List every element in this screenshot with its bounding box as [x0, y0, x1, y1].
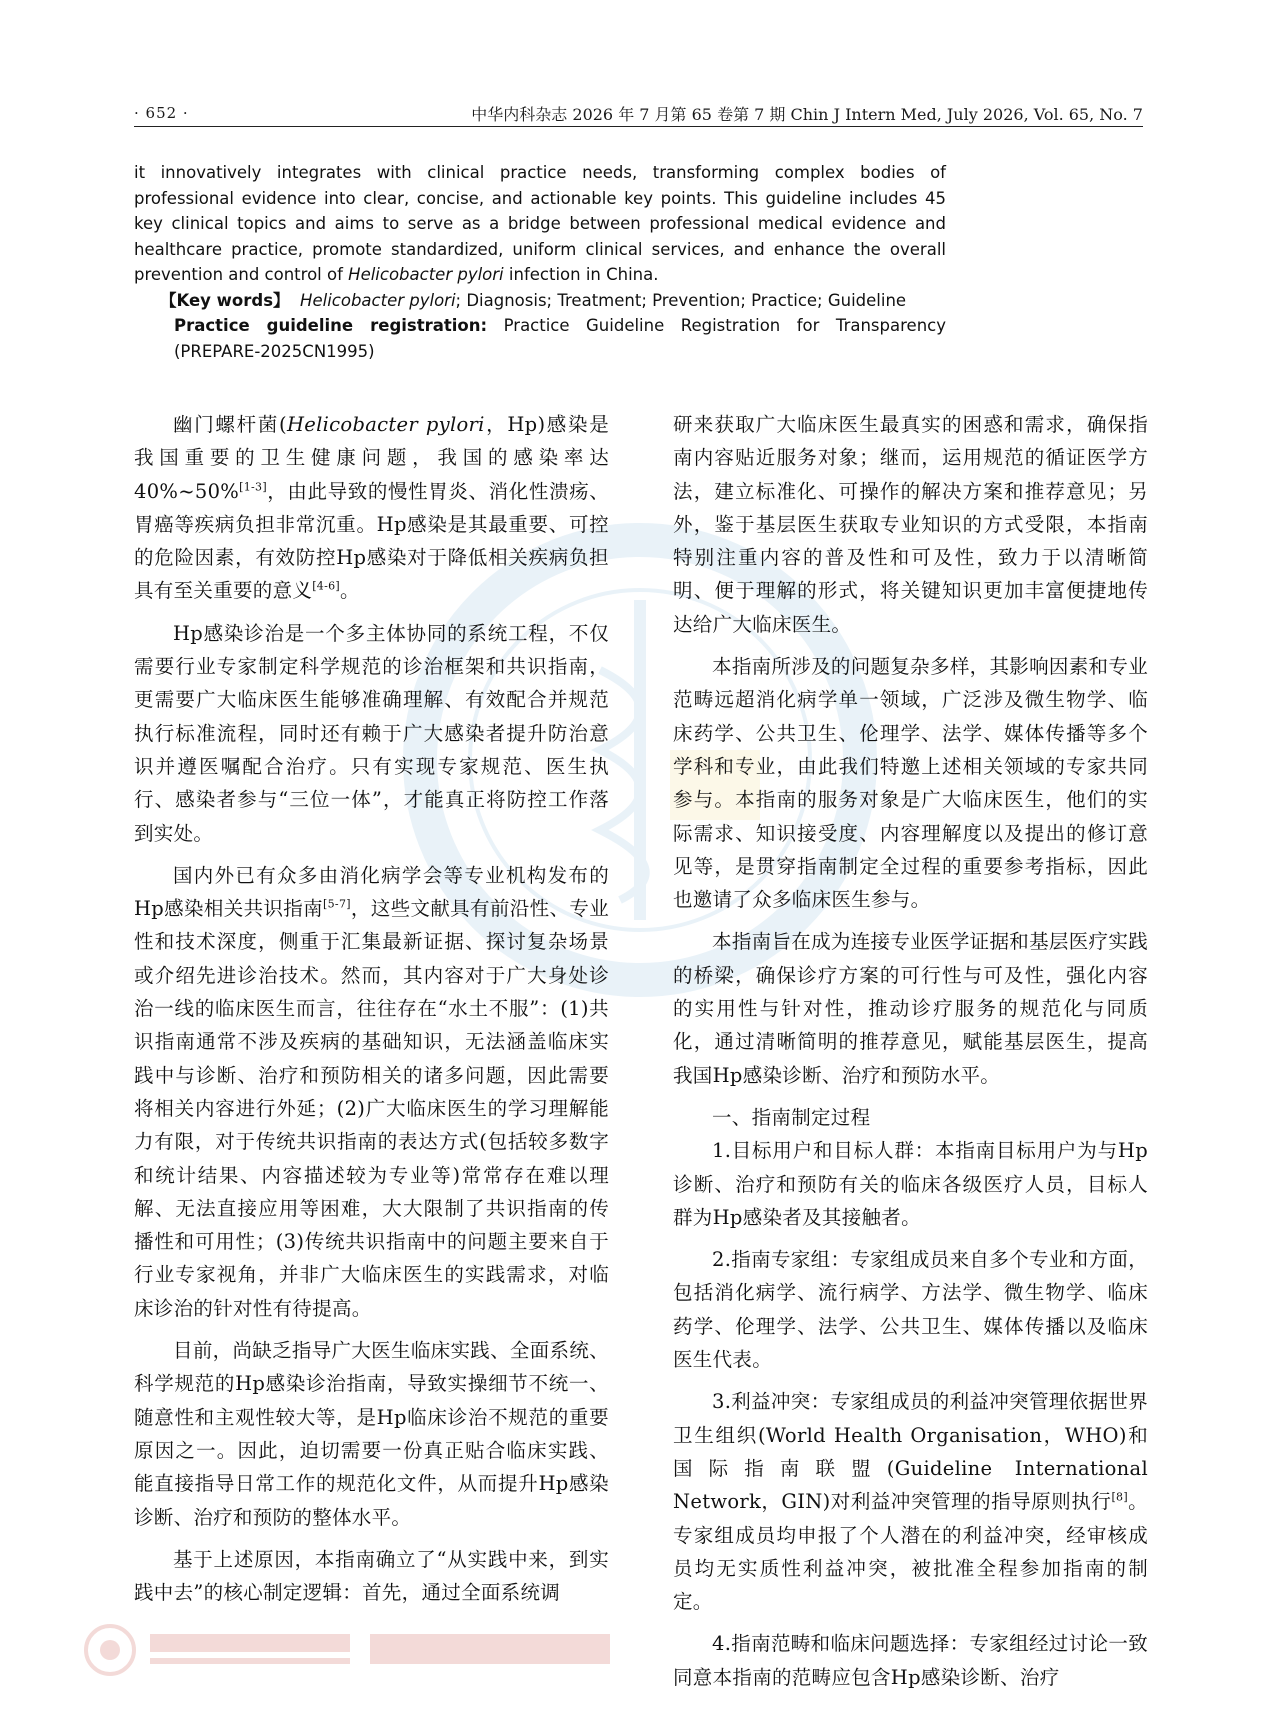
english-abstract	[134, 160, 946, 364]
running-header	[134, 98, 1143, 127]
paragraph: 目前，尚缺乏指导广大医生临床实践、全面系统、科学规范的Hp感染诊治指南，导致实操细节不统一、随意性和主观性较大等，是Hp临床诊治不规范的重要原因之一。因此，迫切需要一份真正贴合临床实践、能直接指导日常工作的规范化文件，从而提升Hp感染诊断、治疗和预防的整体水平。	[134, 1339, 609, 1529]
citation[interactable]: [1-3]	[239, 480, 267, 494]
keywords-label: 【Key words】	[160, 290, 290, 310]
body-column-right	[673, 408, 1148, 1703]
paragraph: 国内外已有众多由消化病学会等专业机构发布的Hp感染相关共识指南[5-7]，这些文献具有前沿性、专业性和技术深度，侧重于汇集最新证据、探讨复杂场景或介绍先进诊治技术。然而，其内容对于广大身处诊治一线的临床医生而言，往往存在“水土不服”：(1)共识指南通常不涉及疾病的基础知识，无法涵盖临床实践中与诊断、治疗和预防相关的诸多问题，因此需要将相关内容进行外延；(2)广大临床医生的学习理解能力有限，对于传统共识指南的表达方式(包括较多数字和统计结果、内容描述较为专业等)常常存在难以理解、无法直接应用等困难，大大限制了共识指南的传播性和可用性；(3)传统共识指南中的问题主要来自于行业专家视角，并非广大临床医生的实践需求，对临床诊治的针对性有待提高。	[134, 863, 609, 1320]
list-item: 2.指南专家组：专家组成员来自多个专业和方面，包括消化病学、流行病学、方法学、微生物学、临床药学、伦理学、法学、公共卫生、媒体传播以及临床医生代表。	[673, 1248, 1148, 1372]
paragraph: 本指南所涉及的问题复杂多样，其影响因素和专业范畴远超消化病学单一领域，广泛涉及微生物学、临床药学、公共卫生、伦理学、法学、媒体传播等多个学科和专业，由此我们特邀上述相关领域的专家共同参与。本指南的服务对象是广大临床医生，他们的实际需求、知识接受度、内容理解度以及提出的修订意见等，是贯穿指南制定全过程的重要参考指标，因此也邀请了众多临床医生参与。	[673, 655, 1148, 912]
paragraph: Hp感染诊治是一个多主体协同的系统工程，不仅需要行业专家制定科学规范的诊治框架和共识指南，更需要广大临床医生能够准确理解、有效配合并规范执行标准流程，同时还有赖于广大感染者提升防治意识并遵医嘱配合治疗。只有实现专家规范、医生执行、感染者参与“三位一体”，才能真正将防控工作落到实处。	[134, 621, 609, 845]
citation[interactable]: [5-7]	[323, 897, 351, 911]
paragraph: 幽门螺杆菌(Helicobacter pylori，Hp)感染是我国重要的卫生健康问题，我国的感染率达40%~50%[1-3]，由此导致的慢性胃炎、消化性溃疡、胃癌等疾病负担非常沉重。Hp感染是其最重要、可控的危险因素，有效防控Hp感染对于降低相关疾病负担具有至关重要的意义[4-6]。	[134, 413, 609, 603]
citation[interactable]: [4-6]	[312, 579, 340, 593]
paragraph: 研来获取广大临床医生最真实的困惑和需求，确保指南内容贴近服务对象；继而，运用规范的循证医学方法，建立标准化、可操作的解决方案和推荐意见；另外，鉴于基层医生获取专业知识的方式受限，本指南特别注重内容的普及性和可及性，致力于以清晰简明、便于理解的形式，将关键知识更加丰富便捷地传达给广大临床医生。	[673, 413, 1148, 636]
section-heading: 一、指南制定过程	[712, 1105, 871, 1129]
species-name: Helicobacter pylori	[348, 265, 504, 284]
body-column-left	[134, 408, 609, 1618]
citation[interactable]: [8]	[1111, 1490, 1128, 1504]
publisher-watermark	[80, 1620, 640, 1680]
keywords: 【Key words】 Helicobacter pylori; Diagnosis; Treatment; Prevention; Practice; Guideline	[160, 290, 907, 310]
abstract-text: it innovatively integrates with clinical practice needs, transforming complex bodies of professional evidence into clear, concise, and actionable key points. This guideline includes 45 key clinical topics and aims to serve as a bridge between professional medical evidence and healthcare practice, promote standardized, uniform clinical services, and enhance the overall prevention and control of Helicobacter pylori infection in China.	[134, 163, 946, 284]
registration: Practice guideline registration: Practice Guideline Registration for Transparency (PREPARE-2025CN1995)	[174, 316, 946, 361]
list-item: 1.目标用户和目标人群：本指南目标用户为与Hp诊断、治疗和预防有关的临床各级医疗人员，目标人群为Hp感染者及其接触者。	[673, 1139, 1148, 1229]
list-item: 4.指南范畴和临床问题选择：专家组经过讨论一致同意本指南的范畴应包含Hp感染诊断、治疗	[673, 1632, 1148, 1689]
paragraph: 本指南旨在成为连接专业医学证据和基层医疗实践的桥梁，确保诊疗方案的可行性与可及性，强化内容的实用性与针对性，推动诊疗服务的规范化与同质化，通过清晰简明的推荐意见，赋能基层医生，提高我国Hp感染诊断、治疗和预防水平。	[673, 930, 1148, 1087]
paragraph: 基于上述原因，本指南确立了“从实践中来，到实践中去”的核心制定逻辑：首先，通过全面系统调	[134, 1547, 609, 1605]
registration-label: Practice guideline registration:	[174, 316, 488, 335]
page-number: · 652 ·	[134, 104, 189, 122]
journal-citation: 中华内科杂志 2026 年 7 月第 65 卷第 7 期 Chin J Intern Med, July 2026, Vol. 65, No. 7	[471, 105, 1143, 124]
list-item: 3.利益冲突：专家组成员的利益冲突管理依据世界卫生组织(World Health Organisation，WHO)和国际指南联盟(Guideline International Network，GIN)对利益冲突管理的指导原则执行[8]。专家组成员均申报了个人潜在的利益冲突，经审核成员均无实质性利益冲突，被批准全程参加指南的制定。	[673, 1390, 1148, 1614]
